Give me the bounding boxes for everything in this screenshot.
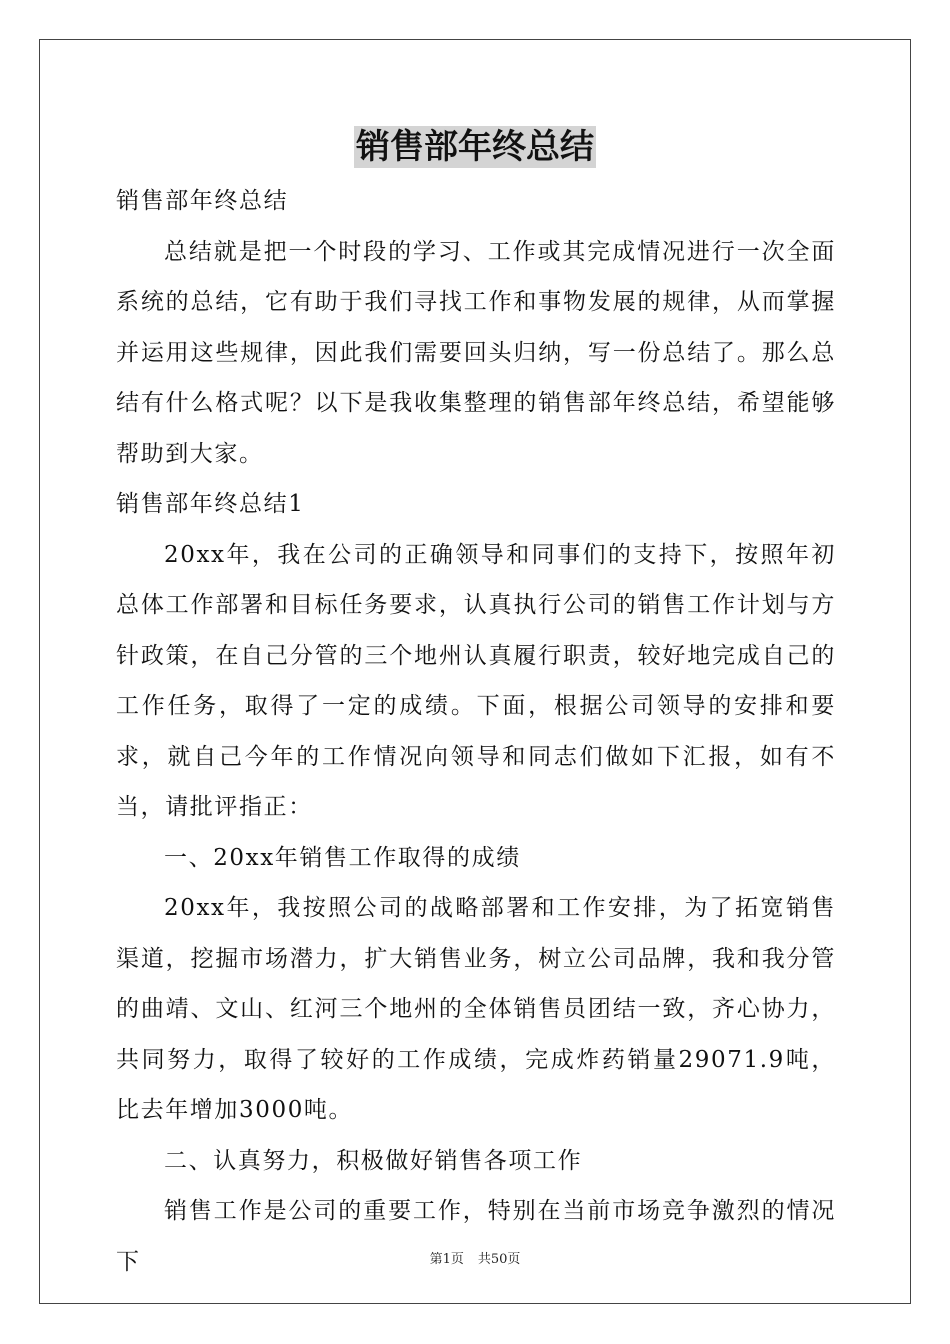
document-title-heading bbox=[0, 126, 950, 168]
paragraph-report-overview: 20xx年，我在公司的正确领导和同事们的支持下，按照年初总体工作部署和目标任务要求，认真执行公司的销售工作计划与方针政策，在自己分管的三个地州认真履行职责，较好地完成自己的工作任务，取得了一定的成绩。下面，根据公司领导的安排和要求，就自己今年的工作情况向领导和同志们做如下汇报，如有不当，请批评指正： bbox=[116, 541, 836, 820]
paragraph-achievements: 20xx年，我按照公司的战略部署和工作安排，为了拓宽销售渠道，挖掘市场潜力，扩大销售业务，树立公司品牌，我和我分管的曲靖、文山、红河三个地州的全体销售员团结一致，齐心协力，共同努力，取得了较好的工作成绩，完成炸药销量29071.9吨，比去年增加3000吨。 bbox=[116, 895, 836, 1123]
page-total: 共50页 bbox=[477, 1252, 521, 1267]
document-title: 销售部年终总结 bbox=[356, 127, 594, 167]
paragraph-sales-work: 销售工作是公司的重要工作，特别在当前市场竞争激烈的情况下 bbox=[116, 1198, 836, 1275]
section-heading-work: 二、认真努力，积极做好销售各项工作 bbox=[164, 1147, 583, 1174]
section-heading-summary-1: 销售部年终总结1 bbox=[116, 491, 305, 517]
paragraph-intro: 总结就是把一个时段的学习、工作或其完成情况进行一次全面系统的总结，它有助于我们寻找工作和事物发展的规律，从而掌握并运用这些规律，因此我们需要回头归纳，写一份总结了。那么总结有什么格式呢？以下是我收集整理的销售部年终总结，希望能够帮助到大家。 bbox=[116, 238, 836, 467]
section-heading-achievements: 一、20xx年销售工作取得的成绩 bbox=[164, 844, 521, 871]
document-body bbox=[116, 176, 836, 1287]
page-number: 第1页 bbox=[429, 1252, 464, 1267]
page-footer bbox=[0, 1248, 950, 1267]
paragraph-subtitle: 销售部年终总结 bbox=[116, 188, 289, 214]
